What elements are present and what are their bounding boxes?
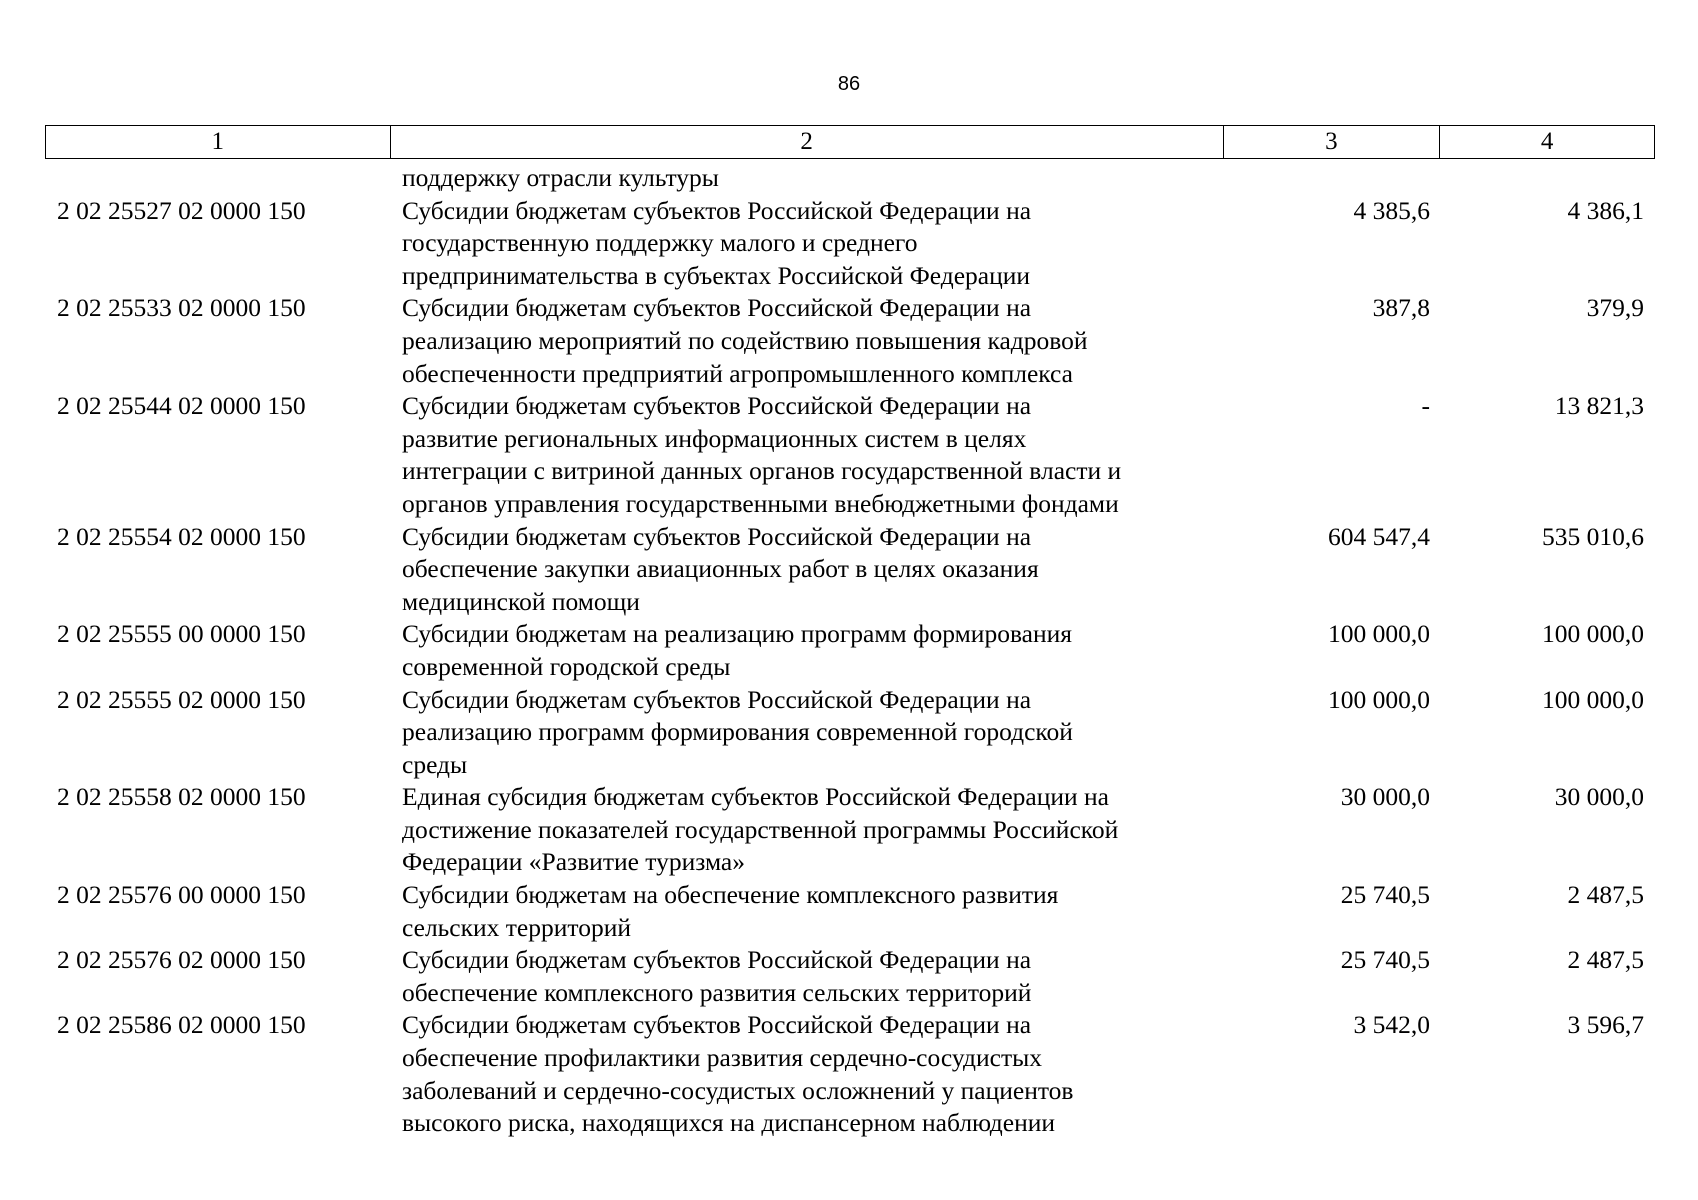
row-value-col-4	[1441, 162, 1655, 195]
row-value-col-4: 2 487,5	[1567, 945, 1644, 975]
row-code: 2 02 25576 00 0000 150	[57, 880, 306, 910]
row-description-line: предпринимательства в субъектах Российской Федерации	[402, 260, 1031, 290]
row-description-line: интеграции с витриной данных органов государственной власти и	[402, 456, 1122, 486]
row-code: 2 02 25576 02 0000 150	[57, 945, 306, 975]
row-description-line: реализацию мероприятий по содействию повышения кадровой	[402, 325, 1088, 355]
row-description	[390, 521, 1224, 619]
row-description-line: достижение показателей государственной программы Российской	[402, 814, 1119, 844]
row-code: 2 02 25544 02 0000 150	[57, 391, 306, 421]
table-row	[45, 879, 1655, 944]
row-value-col-4: 100 000,0	[1542, 684, 1644, 714]
row-description	[390, 618, 1224, 683]
row-description-line: высокого риска, находящихся на диспансерном наблюдении	[402, 1108, 1056, 1138]
table-row	[45, 1009, 1655, 1139]
row-description-line: обеспечение комплексного развития сельских территорий	[402, 977, 1032, 1007]
row-description-line: среды	[402, 749, 468, 779]
row-description-line: Субсидии бюджетам субъектов Российской Федерации на	[402, 195, 1032, 225]
row-code: 2 02 25555 00 0000 150	[57, 619, 306, 649]
row-code: 2 02 25527 02 0000 150	[57, 195, 306, 225]
table-row	[45, 195, 1655, 293]
row-description-line: обеспечение профилактики развития сердечно-сосудистых	[402, 1043, 1042, 1073]
header-col-1: 1	[46, 126, 391, 158]
row-code: 2 02 25586 02 0000 150	[57, 1010, 306, 1040]
row-description-line: Субсидии бюджетам на обеспечение комплексного развития	[402, 880, 1059, 910]
row-description-line: современной городской среды	[402, 651, 731, 681]
row-value-col-4: 535 010,6	[1542, 521, 1644, 551]
table-body	[45, 162, 1655, 1140]
row-description-line: Субсидии бюджетам субъектов Российской Федерации на	[402, 945, 1032, 975]
row-description-line: Субсидии бюджетам субъектов Российской Федерации на	[402, 684, 1032, 714]
table-row	[45, 292, 1655, 390]
row-value-col-3: 4 385,6	[1353, 195, 1430, 225]
row-code: 2 02 25533 02 0000 150	[57, 293, 306, 323]
page-number: 86	[837, 73, 861, 95]
header-col-3: 3	[1224, 126, 1441, 158]
row-value-col-3: 25 740,5	[1340, 880, 1430, 910]
row-value-col-3: 25 740,5	[1340, 945, 1430, 975]
row-description-line: органов управления государственными внебюджетными фондами	[402, 488, 1119, 518]
row-value-col-4: 30 000,0	[1554, 782, 1644, 812]
row-value-col-3: 100 000,0	[1328, 684, 1430, 714]
row-description-line: государственную поддержку малого и среднего	[402, 228, 918, 258]
row-description	[390, 292, 1224, 390]
row-description-line: Субсидии бюджетам субъектов Российской Федерации на	[402, 521, 1032, 551]
row-description-line: Субсидии бюджетам субъектов Российской Федерации на	[402, 293, 1032, 323]
row-description	[390, 162, 1224, 195]
row-description	[390, 1009, 1224, 1139]
row-description	[390, 195, 1224, 293]
row-value-col-3: -	[1421, 391, 1430, 421]
row-description-line: Субсидии бюджетам на реализацию программ формирования	[402, 619, 1072, 649]
row-value-col-4: 2 487,5	[1567, 880, 1644, 910]
row-code	[45, 162, 390, 195]
row-value-col-3: 387,8	[1372, 293, 1430, 323]
table-row	[45, 944, 1655, 1009]
row-description	[390, 781, 1224, 879]
row-description-line: обеспечение закупки авиационных работ в целях оказания	[402, 554, 1039, 584]
table-row	[45, 781, 1655, 879]
row-description-line: Субсидии бюджетам субъектов Российской Федерации на	[402, 1010, 1032, 1040]
table-header	[45, 125, 1655, 159]
row-description-line: Единая субсидия бюджетам субъектов Российской Федерации на	[402, 782, 1109, 812]
table-row	[45, 390, 1655, 520]
row-code: 2 02 25558 02 0000 150	[57, 782, 306, 812]
row-description-line: обеспеченности предприятий агропромышленного комплекса	[402, 358, 1073, 388]
row-value-col-3	[1224, 162, 1441, 195]
row-value-col-4: 100 000,0	[1542, 619, 1644, 649]
row-description-line: сельских территорий	[402, 912, 631, 942]
row-description-line: поддержку отрасли культуры	[402, 163, 719, 192]
row-value-col-3: 3 542,0	[1353, 1010, 1430, 1040]
row-description	[390, 944, 1224, 1009]
row-description	[390, 390, 1224, 520]
row-value-col-4: 3 596,7	[1567, 1010, 1644, 1040]
row-description-line: Федерации «Развитие туризма»	[402, 847, 745, 877]
row-code: 2 02 25554 02 0000 150	[57, 521, 306, 551]
row-description	[390, 684, 1224, 782]
row-value-col-4: 13 821,3	[1554, 391, 1644, 421]
row-value-col-3: 100 000,0	[1328, 619, 1430, 649]
row-value-col-3: 30 000,0	[1340, 782, 1430, 812]
row-description-line: заболеваний и сердечно-сосудистых осложнений у пациентов	[402, 1075, 1074, 1105]
row-value-col-4: 379,9	[1586, 293, 1644, 323]
table-row	[45, 521, 1655, 619]
row-description-line: развитие региональных информационных систем в целях	[402, 423, 1027, 453]
row-description-line: реализацию программ формирования современной городской	[402, 717, 1073, 747]
row-code: 2 02 25555 02 0000 150	[57, 684, 306, 714]
row-value-col-3: 604 547,4	[1328, 521, 1430, 551]
row-description	[390, 879, 1224, 944]
row-value-col-4: 4 386,1	[1567, 195, 1644, 225]
header-col-2: 2	[391, 126, 1224, 158]
header-col-4: 4	[1540, 128, 1554, 155]
table-row	[45, 618, 1655, 683]
row-description-line: Субсидии бюджетам субъектов Российской Федерации на	[402, 391, 1032, 421]
table-row	[45, 684, 1655, 782]
table-row	[45, 162, 1655, 195]
row-description-line: медицинской помощи	[402, 586, 640, 616]
